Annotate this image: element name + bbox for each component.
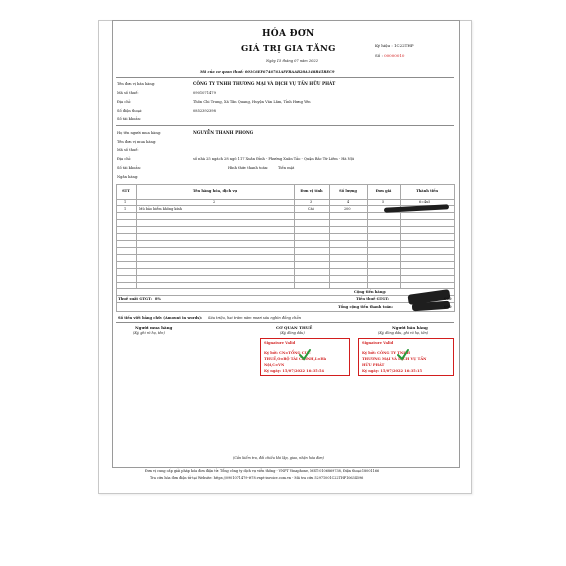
- authority-sign-title: CƠ QUAN THUẾ: [276, 325, 313, 330]
- invoice-number: [375, 53, 404, 58]
- vat-rate: 8%: [155, 297, 161, 301]
- check-mark-icon: [298, 348, 312, 362]
- payment-label: Hình thức thanh toán:: [228, 166, 269, 170]
- signature-valid: Signature Valid: [264, 341, 296, 345]
- symbol-label: Ký hiệu :: [375, 43, 393, 48]
- footer-provider: Đơn vị cung cấp giải pháp hóa đơn điện tử: Tổng công ty dịch vụ viễn thông - VNPT Vinaphone, MST:0106869738, Điện thoại:18001166: [145, 469, 380, 473]
- vat-amount-label: Tiền thuế GTGT:: [356, 297, 390, 301]
- seller-name: CÔNG TY TNHH THƯƠNG MẠI VÀ DỊCH VỤ TẤN HỮU PHÁT: [193, 81, 336, 86]
- divider: [116, 77, 454, 78]
- signature-line: THƯƠNG MẠI VÀ DỊCH VỤ TẤN: [362, 357, 427, 361]
- index-cell: 6=4x5: [419, 200, 431, 204]
- header-unit: Đơn vị tính: [300, 189, 323, 193]
- table-rule: [116, 184, 117, 312]
- footer-lookup: Tra cứu hóa đơn điện tử tại Website: https://0901071479-tt78.vnpt-invoice.com.vn - Mã tra cứu 52971001C22THP10634596: [150, 476, 364, 480]
- buyer-sign-title: Người mua hàng: [135, 325, 173, 330]
- seller-address: Thôn Chi Trung, Xã Tân Quang, Huyện Văn Lâm, Tỉnh Hưng Yên: [193, 100, 311, 104]
- table-rule: [329, 184, 330, 288]
- seller-name-label: Tên đơn vị bán hàng:: [117, 82, 156, 86]
- buyer-address-label: Địa chỉ:: [117, 157, 132, 161]
- table-rule: [116, 240, 454, 241]
- table-rule: [116, 212, 454, 213]
- buyer-tax-label: Mã số thuế:: [117, 148, 139, 152]
- table-rule: [367, 184, 368, 288]
- index-cell: 4: [347, 200, 350, 204]
- table-rule: [116, 302, 454, 303]
- invoice-symbol: [375, 43, 414, 48]
- table-rule: [400, 184, 401, 288]
- seller-account-label: Số tài khoản:: [117, 117, 142, 121]
- amount-words-label: Số tiền viết bằng chữ: (Amount in words):: [118, 316, 203, 320]
- seller-sign-hint: (Ký, đóng dấu, ghi rõ họ, tên): [378, 331, 429, 335]
- header-price: Đơn giá: [375, 189, 392, 193]
- seller-phone-label: Số điện thoại:: [117, 109, 143, 113]
- table-rule: [454, 184, 455, 312]
- table-rule: [116, 199, 454, 200]
- number-label: Số :: [375, 53, 383, 58]
- vat-amount-tail: 000: [444, 297, 452, 301]
- signature-line: Ký bởi: CN=TỔNG CỤC: [264, 351, 311, 355]
- total-label: Tổng cộng tiền thanh toán:: [338, 305, 393, 309]
- header-qty: Số lượng: [339, 189, 357, 193]
- buyer-bank-label: Ngân hàng:: [117, 175, 139, 179]
- seller-address-label: Địa chỉ:: [117, 100, 132, 104]
- table-rule: [116, 311, 454, 312]
- signature-line: Nội,C=VN: [264, 363, 285, 367]
- items-table: [116, 184, 454, 312]
- seller-tax-label: Mã số thuế:: [117, 91, 139, 95]
- buyer-label: Họ tên người mua hàng:: [117, 131, 162, 135]
- signature-line: Ký bởi: CÔNG TY TNHH: [362, 351, 410, 355]
- buyer-account-label: Số tài khoản:: [117, 166, 142, 170]
- footer-check-note: (Cần kiểm tra, đối chiếu khi lập, giao, nhận hóa đơn): [233, 456, 324, 460]
- authority-sign-hint: (Ký, đóng dấu): [280, 331, 305, 335]
- index-cell: 1: [124, 200, 127, 204]
- buyer-name: NGUYỄN THANH PHONG: [193, 130, 254, 135]
- row-name: Mũ bảo hiểm không kính: [139, 207, 182, 211]
- table-rule: [116, 295, 454, 296]
- table-rule: [116, 275, 454, 276]
- table-rule: [136, 184, 137, 288]
- table-rule: [116, 254, 454, 255]
- index-cell: 5: [382, 200, 385, 204]
- invoice-title: HÓA ĐƠN: [262, 29, 315, 39]
- divider: [116, 322, 454, 323]
- divider: [116, 125, 454, 126]
- signature-valid: Signature Valid: [362, 341, 394, 345]
- header-amount: Thành tiền: [415, 189, 439, 193]
- buyer-unit-label: Tên đơn vị mua hàng:: [117, 140, 157, 144]
- signature-line: THUẾ,O=BỘ TÀI CHÍNH,L=Hà: [264, 357, 327, 361]
- table-rule: [116, 226, 454, 227]
- invoice-date: Ngày 15 tháng 07 năm 2022: [266, 59, 319, 63]
- table-rule: [116, 233, 454, 234]
- seller-sign-title: Người bán hàng: [392, 325, 428, 330]
- subtotal-label: Cộng tiền hàng:: [354, 290, 387, 294]
- seller-tax: 0901071479: [193, 91, 216, 95]
- row-stt: 1: [124, 207, 127, 211]
- buyer-address: số nhà 25 ngách 28 ngõ 117 Xuân Đỉnh - Phường Xuân Tảo - Quận Bắc Từ Liêm - Hà Nội: [193, 157, 355, 161]
- row-qty: 200: [344, 207, 351, 211]
- header-stt: STT: [122, 189, 130, 193]
- index-cell: 2: [213, 200, 216, 204]
- row-unit: Cái: [308, 207, 314, 211]
- table-rule: [294, 184, 295, 288]
- vat-rate-label: Thuế suất GTGT:: [118, 297, 152, 301]
- check-mark-icon: [396, 348, 410, 362]
- index-cell: 3: [310, 200, 313, 204]
- buyer-sign-hint: (Ký, ghi rõ họ, tên): [133, 331, 165, 335]
- table-rule: [116, 219, 454, 220]
- signature-date: Ký ngày: 15/07/2022 16:35:15: [362, 369, 422, 373]
- seller-phone: 0852392398: [193, 109, 216, 113]
- table-rule: [116, 268, 454, 269]
- table-rule: [116, 282, 454, 283]
- number-value: 00000010: [384, 53, 405, 58]
- invoice-subtitle: GIÁ TRỊ GIA TĂNG: [241, 44, 336, 54]
- signature-line: HỮU PHÁT: [362, 363, 385, 367]
- total-tail: 000: [444, 305, 452, 309]
- table-rule: [116, 184, 454, 185]
- table-rule: [116, 288, 454, 289]
- table-rule: [116, 247, 454, 248]
- signature-date: Ký ngày: 15/07/2022 16:35:54: [264, 369, 324, 373]
- header-name: Tên hàng hóa, dịch vụ: [192, 189, 238, 193]
- symbol-value: 1C22THP: [393, 43, 414, 48]
- amount-words: Sáu triệu, hai trăm năm mươi sáu nghìn đồng chẵn: [208, 316, 301, 320]
- tax-authority-code: Mã của cơ quan thuế: 001C6EF6746761AFFBAAB28A148B45BEC9: [200, 70, 335, 74]
- table-rule: [116, 261, 454, 262]
- payment-method: Tiền mặt: [278, 166, 295, 170]
